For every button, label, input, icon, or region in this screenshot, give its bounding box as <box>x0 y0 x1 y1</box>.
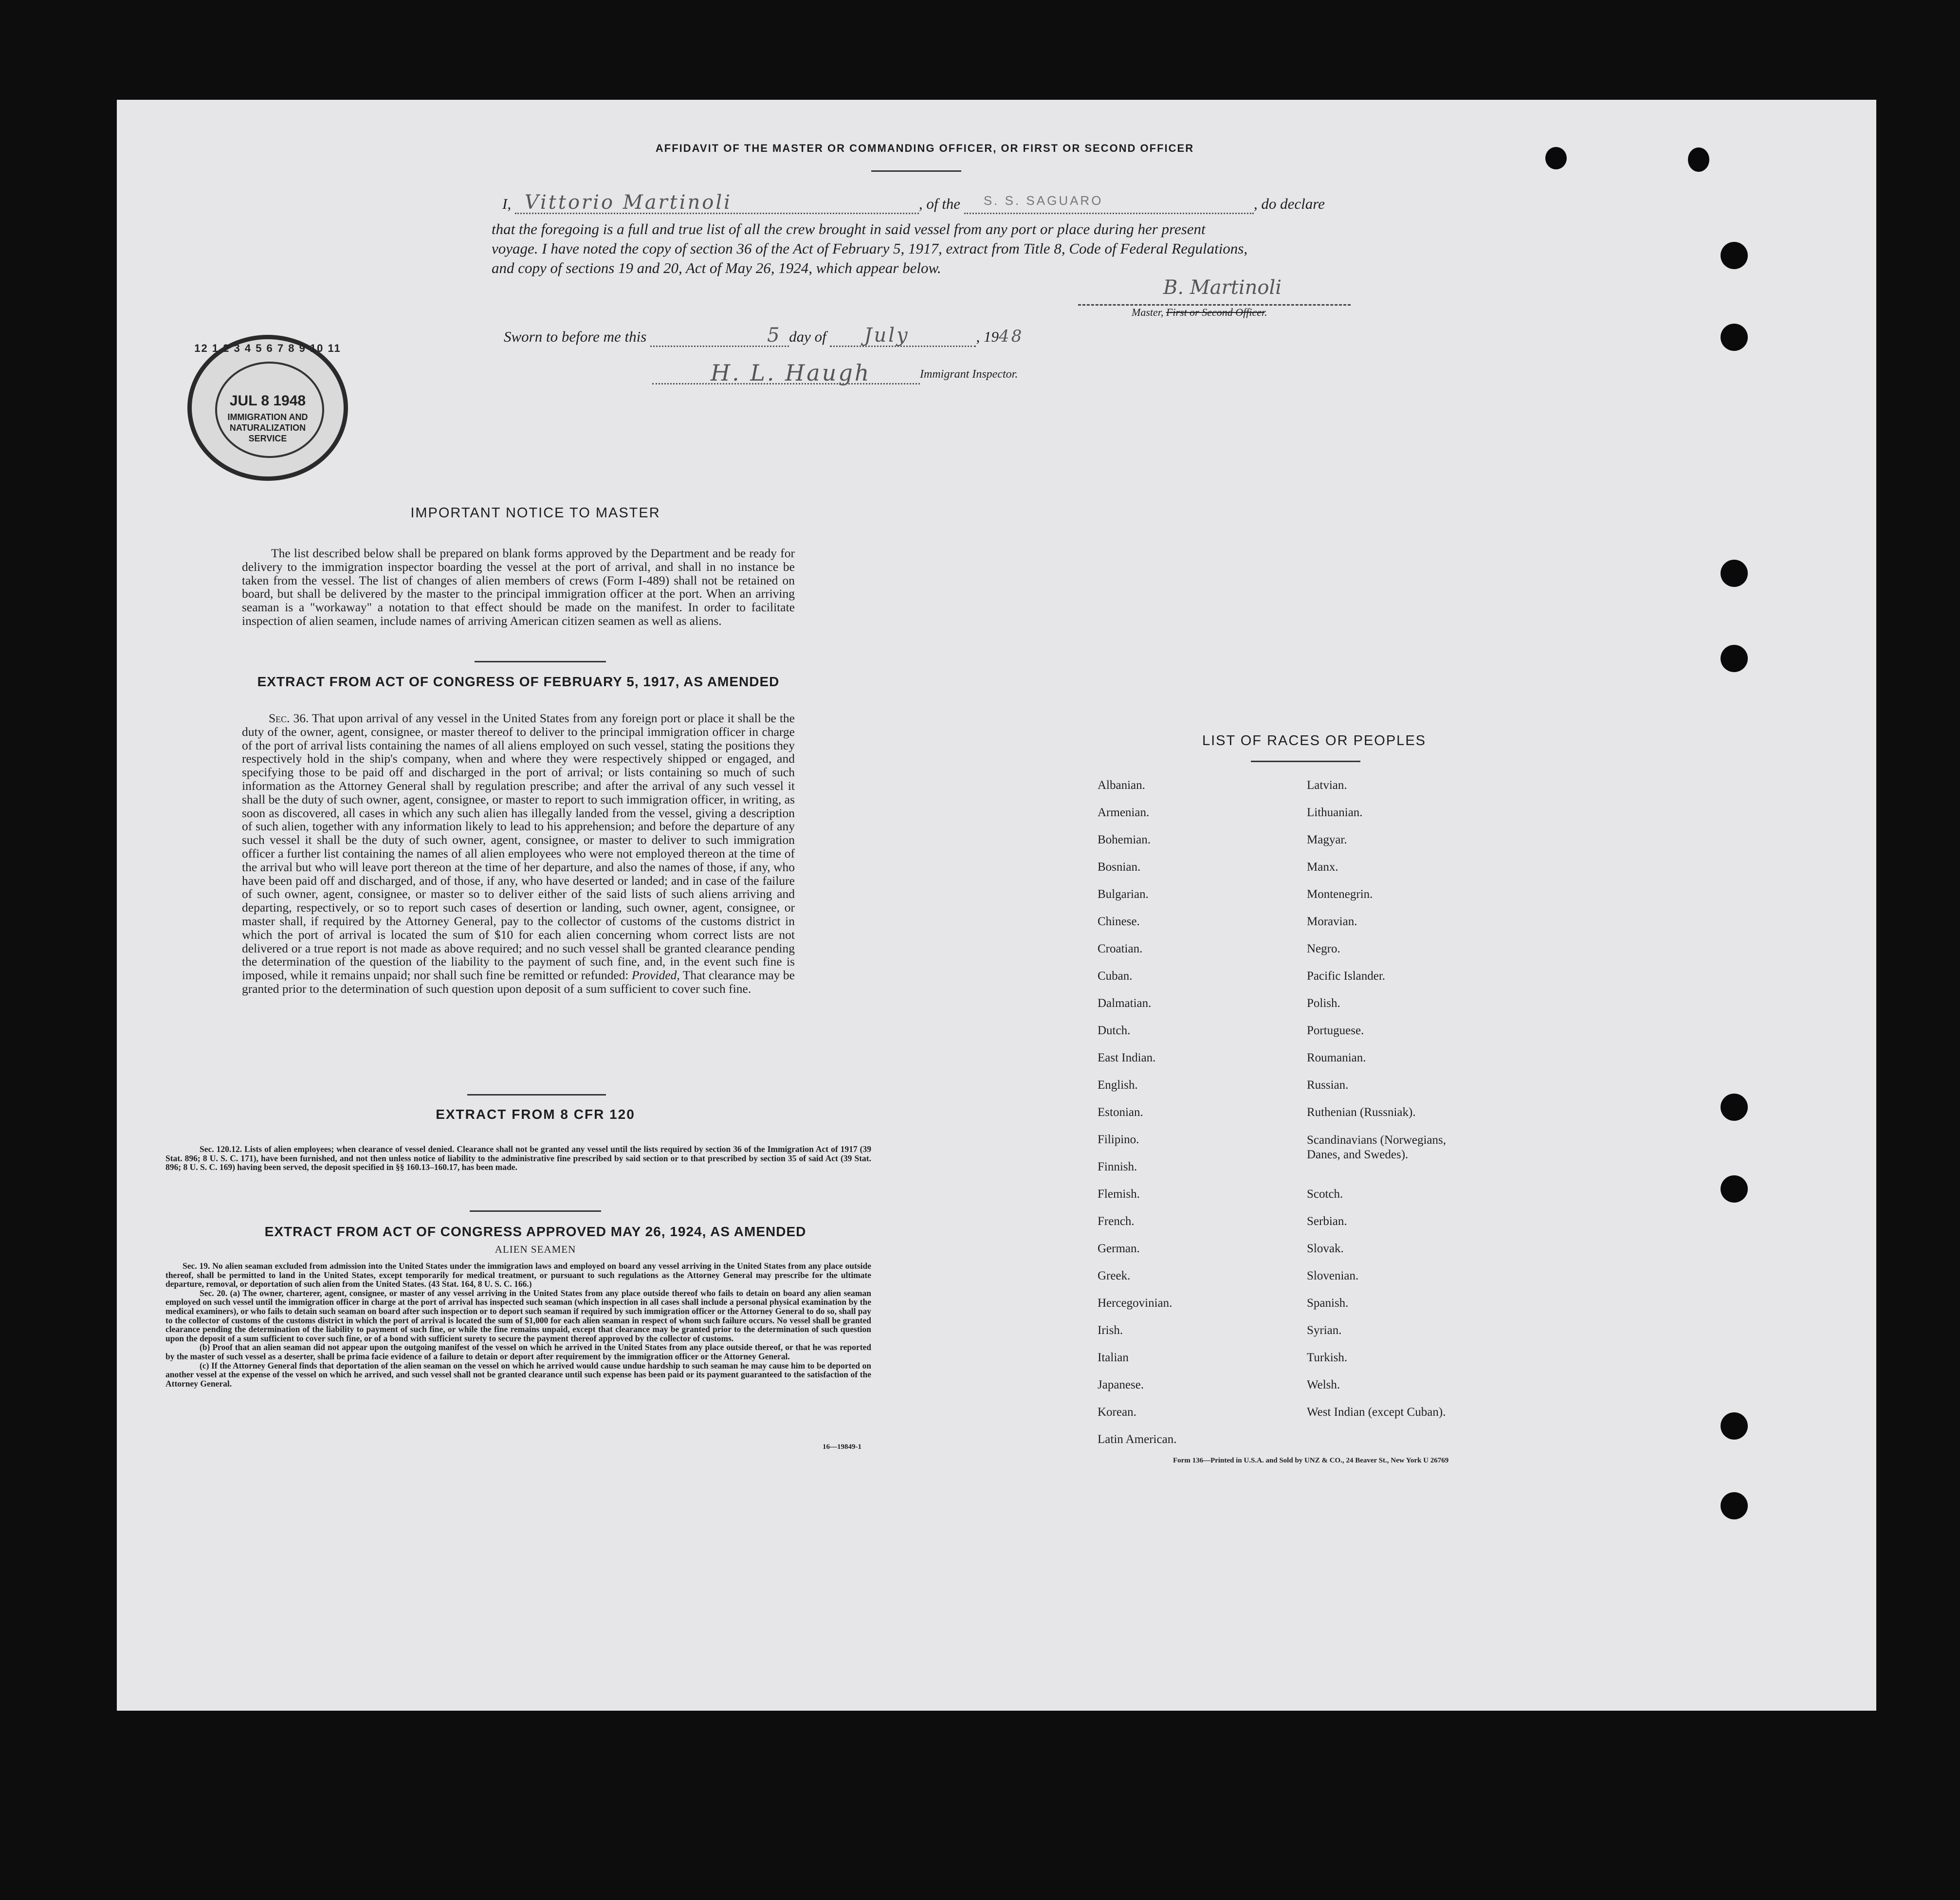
race-item: Scotch. <box>1307 1188 1343 1201</box>
races-title-rule <box>1251 761 1360 762</box>
sec-19-text: Sec. 19. No alien seaman excluded from admission into the United States under the immigration laws and employed on board any vessel arriving in the United States from any place outside thereof, shall be permitted to land in the United States, except temporarily for medical treatment, or pursuant to such regulations as the Attorney General may prescribe for the ultimate departure, removal, or deportation of such alien from the United States. (43 Stat. 164, 8 U. S. C. 166.) <box>165 1261 871 1289</box>
affidavit-line-4: and copy of sections 19 and 20, Act of May 26, 1924, which appear below. <box>492 259 941 276</box>
extract-1917-body <box>242 712 795 996</box>
declarant-name-field <box>515 191 919 214</box>
day-of-label: day of <box>789 328 826 345</box>
affidavit-line-3: voyage. I have noted the copy of section 36 of the Act of February 5, 1917, extract from Title 8, Code of Federal Regulations, <box>492 240 1248 257</box>
race-item: Manx. <box>1307 860 1338 874</box>
race-item: Magyar. <box>1307 833 1347 846</box>
sec-36-text-end: That clearance may be granted prior to the determination of such question upon deposit of a sum sufficient to cover such fine. <box>242 968 795 996</box>
master-label <box>1132 306 1267 319</box>
race-item: Cuban. <box>1098 969 1133 983</box>
struck-officer-label: First or Second Officer <box>1166 306 1265 318</box>
sec-20c-text: (c) If the Attorney General finds that deportation of the alien seaman on the vessel on which he arrived would cause undue hardship to such seaman he may cause him to be deported on another vessel at the expense of the vessel on which he arrived, and such vessel shall not be granted clearance until such expense has been paid or its payment guaranteed to the satisfaction of the Attorney General. <box>165 1360 871 1388</box>
race-item: Bulgarian. <box>1098 888 1149 901</box>
do-declare-label: , do declare <box>1253 195 1325 212</box>
race-item: Irish. <box>1098 1324 1123 1337</box>
punch-hole <box>1721 242 1748 269</box>
notice-title: IMPORTANT NOTICE TO MASTER <box>410 505 660 521</box>
title-rule <box>871 170 961 172</box>
race-item: Dalmatian. <box>1098 997 1152 1010</box>
affidavit-title: AFFIDAVIT OF THE MASTER OR COMMANDING OFFICER, OR FIRST OR SECOND OFFICER <box>655 142 1194 154</box>
sworn-month: July <box>864 324 910 347</box>
race-item: Chinese. <box>1098 915 1140 928</box>
master-label-end: . <box>1264 306 1267 318</box>
race-item: Serbian. <box>1307 1215 1347 1228</box>
divider-rule <box>470 1210 601 1212</box>
stamp-line-2: NATURALIZATION <box>229 423 306 433</box>
extract-1924-title: EXTRACT FROM ACT OF CONGRESS APPROVED MAY 26, 1924, AS AMENDED <box>264 1224 806 1239</box>
race-item: Greek. <box>1098 1269 1131 1282</box>
punch-hole <box>1688 147 1709 172</box>
sworn-prefix: Sworn to before me this <box>504 328 647 345</box>
punch-hole <box>1721 560 1748 587</box>
cfr-body: Sec. 120.12. Lists of alien employees; when clearance of vessel denied. Clearance shall not be granted any vessel until the lists required by section 36 of the Immigration Act of 1917 (39 Stat. 896; 8 U. S. C. 171), have been furnished, and not then unless notice of liability to the administrative fine prescribed by said section or to that prescribed by section 35 of said Act (39 Stat. 896; 8 U. S. C. 169) having been served, the deposit specified in §§ 160.13–160.17, has been made. <box>165 1144 871 1172</box>
divider-rule <box>475 661 606 662</box>
punch-hole <box>1721 1094 1748 1121</box>
declarant-name-handwritten: Vittorio Martinoli <box>524 191 732 214</box>
of-the-label: , of the <box>918 195 961 212</box>
race-item: Moravian. <box>1307 915 1357 928</box>
race-item: West Indian (except Cuban). <box>1307 1406 1446 1419</box>
race-item: East Indian. <box>1098 1051 1156 1064</box>
race-item: Korean. <box>1098 1406 1136 1419</box>
sec-36-label: Sec. 36. <box>269 711 309 725</box>
race-item: Filipino. <box>1098 1133 1139 1146</box>
race-item: Scandinavians (Norwegians, Danes, and Swedes). <box>1307 1133 1447 1161</box>
race-item: Finnish. <box>1098 1160 1137 1173</box>
vessel-name: S. S. SAGUARO <box>983 193 1103 208</box>
races-title: LIST OF RACES OR PEOPLES <box>1202 733 1427 749</box>
vessel-name-field <box>964 193 1254 214</box>
race-item: Negro. <box>1307 942 1340 955</box>
immigration-date-stamp <box>187 335 348 481</box>
race-item: Estonian. <box>1098 1106 1143 1119</box>
inspector-signature-field <box>652 360 920 386</box>
provided-word: Provided, <box>631 968 680 983</box>
race-item: German. <box>1098 1242 1140 1255</box>
extract-1924-body <box>165 1261 871 1388</box>
race-item: Slovenian. <box>1307 1269 1359 1282</box>
stamp-line-3: SERVICE <box>248 434 287 443</box>
punch-hole <box>1545 147 1567 169</box>
master-signature: B. Martinoli <box>1163 276 1282 299</box>
extract-1917-title: EXTRACT FROM ACT OF CONGRESS OF FEBRUARY 5, 1917, AS AMENDED <box>257 674 780 689</box>
declarant-prefix: I, <box>502 195 512 212</box>
race-item: Portuguese. <box>1307 1024 1364 1037</box>
punch-hole <box>1721 324 1748 351</box>
race-item: Bohemian. <box>1098 833 1151 846</box>
race-item: Dutch. <box>1098 1024 1131 1037</box>
sworn-year: 48 <box>998 327 1024 346</box>
divider-rule <box>467 1094 606 1096</box>
race-item: Latin American. <box>1098 1433 1177 1446</box>
punch-hole <box>1721 645 1748 672</box>
master-label-text: Master, <box>1132 306 1166 318</box>
sec-20a-text: Sec. 20. (a) The owner, charterer, agent, consignee, or master of any vessel arriving in the United States from any place outside thereof who fails to detain on board any alien seaman employed on such vessel until the immigration officer in charge at the port of arrival has inspected such seaman (which inspection in all cases shall include a personal physical examination by the medical examiners), or who fails to detain such seaman on board after such inspection or to deport such seaman if required by such immigration officer or the Attorney General to do so, shall pay to the collector of customs of the customs district in which the port of arrival is located the sum of $1,000 for each alien seaman in respect of whom such failure occurs. No vessel shall be granted clearance pending the determination of the liability to payment of such fine, or while the fine remains unpaid, except that clearance may be granted prior to the determination of such question upon the deposit of a sum sufficient to cover such fine, or of a bond with sufficient surety to secure the payment thereof approved by the collector of customs. <box>165 1288 871 1343</box>
race-item: Spanish. <box>1307 1297 1349 1310</box>
sec-36-text: That upon arrival of any vessel in the United States from any foreign port or place it shall be the duty of the owner, agent, consignee, or master thereof to deliver to the principal immigration officer in charge of the port of arrival lists containing the names of all aliens employed on such vessel, stating the positions they respectively hold in the ship's company, when and where they were respectively shipped or engaged, and specifying those to be paid off and discharged in the port of arrival; or lists containing so much of such information as the Attorney General shall by regulation prescribe; and after the arrival of any such vessel it shall be the duty of such owner, agent, consignee, or master to report to such immigration officer, in writing, as soon as discovered, all cases in which any such alien has illegally landed from the vessel, giving a description of such alien, together with any information likely to lead to his apprehension; and before the departure of any such vessel it shall be the duty of such owner, agent, consignee, or master to deliver to such immigration officer a further list containing the names of all alien employees who were not employed thereon at the time of the arrival but who will leave port thereon at the time of her departure, and also the names of those, if any, who have been paid off and discharged, and of those, if any, who have deserted or landed; and in case of the failure of such owner, agent, consignee, or master so to deliver either of the said lists of such aliens arriving and departing, respectively, or so to report such cases of desertion or landing, such owner, agent, consignee, or master shall, if required by the Attorney General, pay to the collector of customs of the customs district in which the port of arrival is located the sum of $10 for each alien concerning whom correct lists are not delivered or a true report is not made as above required; and no such vessel shall be granted clearance pending the determination of the question of the liability to the payment of such fine, and, in the event such fine is imposed, while it remains unpaid; nor shall such fine be remitted or refunded: <box>242 711 795 983</box>
stamp-date: JUL 8 1948 <box>229 393 306 409</box>
sworn-day-field <box>650 324 789 347</box>
extract-1924-subtitle: ALIEN SEAMEN <box>495 1243 576 1255</box>
extract-1924-code: 16—19849-1 <box>823 1443 861 1451</box>
race-item: French. <box>1098 1215 1135 1228</box>
notice-body: The list described below shall be prepared on blank forms approved by the Department and be ready for delivery to the immigration inspector boarding the vessel at the port of arrival, and shall in no instance be taken from the vessel. The list of changes of alien members of crews (Form I-489) shall not be retained on board, but shall be delivered by the master to the principal immigration officer at the port. When an arriving seaman is a "workaway" a notation to that effect should be made on the manifest. In order to facilitate inspection of alien seamen, include names of arriving American citizen seamen as well as aliens. <box>242 546 795 628</box>
punch-hole <box>1721 1412 1748 1440</box>
punch-hole <box>1721 1492 1748 1519</box>
race-item: Slovak. <box>1307 1242 1344 1255</box>
race-item: Welsh. <box>1307 1378 1340 1391</box>
race-item: Flemish. <box>1098 1188 1140 1201</box>
year-prefix: , 19 <box>976 328 999 345</box>
form-footer: Form 136—Printed in U.S.A. and Sold by UNZ & CO., 24 Beaver St., New York U 26769 <box>1173 1457 1449 1464</box>
race-item: Lithuanian. <box>1307 806 1363 819</box>
punch-hole <box>1721 1175 1748 1203</box>
cfr-title: EXTRACT FROM 8 CFR 120 <box>436 1107 635 1122</box>
inspector-line <box>652 360 1018 386</box>
stamp-ring-numbers: 12 1 2 3 4 5 6 7 8 9 10 11 <box>194 342 341 354</box>
race-item: Ruthenian (Russniak). <box>1307 1106 1416 1119</box>
race-item: Montenegrin. <box>1307 888 1373 901</box>
race-item: Russian. <box>1307 1078 1349 1092</box>
sec-20b-text: (b) Proof that an alien seaman did not appear upon the outgoing manifest of the vessel on which he arrived in the United States from any place outside thereof, or that he was reported by the master of such vessel as a deserter, shall be prima facie evidence of a failure to detain or deport after requirement by the immigration officer or the Attorney General. <box>165 1342 871 1361</box>
race-item: Roumanian. <box>1307 1051 1366 1064</box>
race-item: Bosnian. <box>1098 860 1141 874</box>
sworn-month-field <box>830 324 976 347</box>
race-item: Latvian. <box>1307 779 1347 792</box>
sworn-day: 5 <box>767 324 782 347</box>
race-item: Armenian. <box>1098 806 1150 819</box>
race-item: Polish. <box>1307 997 1340 1010</box>
stamp-line-1: IMMIGRATION AND <box>227 412 308 422</box>
inspector-signature: H. L. Haugh <box>711 360 871 386</box>
race-item: Croatian. <box>1098 942 1143 955</box>
race-item: Syrian. <box>1307 1324 1342 1337</box>
race-item: Pacific Islander. <box>1307 969 1386 983</box>
affidavit-line-2: that the foregoing is a full and true list of all the crew brought in said vessel from any port or place during her present <box>492 220 1206 238</box>
affidavit-line-1 <box>502 191 1382 214</box>
inspector-label: Immigrant Inspector. <box>920 368 1018 381</box>
race-item: Turkish. <box>1307 1351 1348 1364</box>
race-item: Italian <box>1098 1351 1129 1364</box>
race-item: Hercegovinian. <box>1098 1297 1172 1310</box>
race-item: Japanese. <box>1098 1378 1144 1391</box>
race-item: Albanian. <box>1098 779 1145 792</box>
race-item: English. <box>1098 1078 1138 1092</box>
sworn-line <box>504 326 1024 347</box>
